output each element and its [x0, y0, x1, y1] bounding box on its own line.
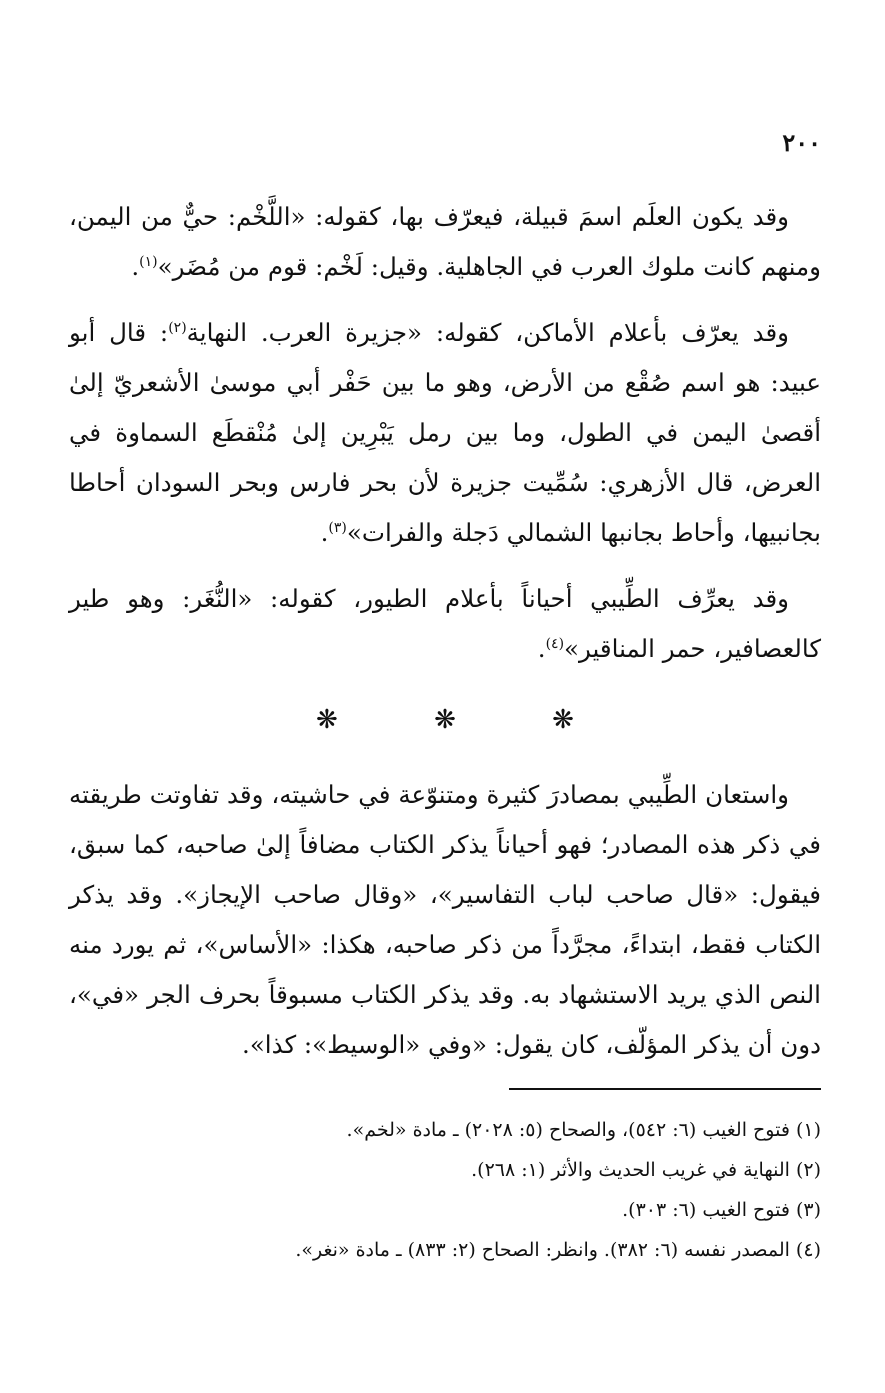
footnote-3: (٣) فتوح الغيب (٦: ٣٠٣). [622, 1199, 821, 1221]
section-separator: ❋ ❋ ❋ [316, 705, 618, 735]
footnotes [69, 1110, 821, 1270]
footnote-ref: (١) [139, 253, 158, 270]
paragraph-end: . [320, 518, 329, 547]
paragraph-text: وقد يكون العلَم اسمَ قبيلة، فيعرّف بها، كقوله: «اللَّخْم: حيٌّ من اليمن، ومنهم كانت ملوك العرب في الجاهلية. وقيل: لَخْم: قوم من مُضَر» [69, 202, 821, 281]
paragraph-tribe-names [69, 192, 821, 292]
footnote-ref: (٢) [168, 319, 187, 336]
footnote-divider [509, 1088, 821, 1090]
paragraph-end: . [131, 252, 140, 281]
paragraph-text: واستعان الطِّيبي بمصادرَ كثيرة ومتنوّعة في حاشيته، وقد تفاوتت طريقته في ذكر هذه المصادر؛ فهو أحياناً يذكر الكتاب مضافاً إلىٰ صاحبه، كما سبق، فيقول: «قال صاحب لباب التفاسير»، «وقال صاحب الإيجاز». وقد يذكر الكتاب فقط، ابتداءً، مجرَّداً من ذكر صاحبه، هكذا: «الأساس»، ثم يورد منه النص الذي يريد الاستشهاد به. وقد يذكر الكتاب مسبوقاً بحرف الجر «في»، دون أن يذكر المؤلّف، كان يقول: «وفي «الوسيط»: كذا». [69, 780, 821, 1059]
paragraph-text-continued: : قال أبو عبيد: هو اسم صُقْع من الأرض، وهو ما بين حَفْر أبي موسىٰ الأشعريّ إلىٰ أقصىٰ اليمن في الطول، وما بين رمل يَبْرِين إلىٰ مُنْقطَع السماوة في العرض، قال الأزهري: سُمِّيت جزيرة لأن بحر فارس وبحر السودان أحاطا بجانبيها، وأحاط بجانبها الشمالي دَجلة والفرات» [69, 318, 821, 547]
footnote-ref: (٣) [328, 519, 347, 536]
paragraph-sources [69, 770, 821, 1070]
paragraph-end: . [537, 634, 546, 663]
paragraph-text: وقد يعرِّف الطِّيبي أحياناً بأعلام الطيور، كقوله: «النُّغَر: وهو طير كالعصافير، حمر المناقير» [69, 584, 821, 663]
main-text [69, 192, 821, 1086]
footnote-ref: (٤) [545, 635, 565, 652]
paragraph-bird-names [69, 574, 821, 674]
page-number: ٢٠٠ [782, 128, 821, 157]
footnote-4: (٤) المصدر نفسه (٦: ٣٨٢). وانظر: الصحاح (٢: ٨٣٣) ـ مادة «نغر». [295, 1239, 821, 1261]
footnote-1: (١) فتوح الغيب (٦: ٥٤٢)، والصحاح (٥: ٢٠٢٨) ـ مادة «لخم». [346, 1119, 821, 1141]
footnote-2: (٢) النهاية في غريب الحديث والأثر (١: ٢٦٨). [471, 1159, 821, 1181]
paragraph-place-names [69, 308, 821, 558]
paragraph-text: وقد يعرّف بأعلام الأماكن، كقوله: «جزيرة العرب. النهاية [186, 318, 790, 347]
